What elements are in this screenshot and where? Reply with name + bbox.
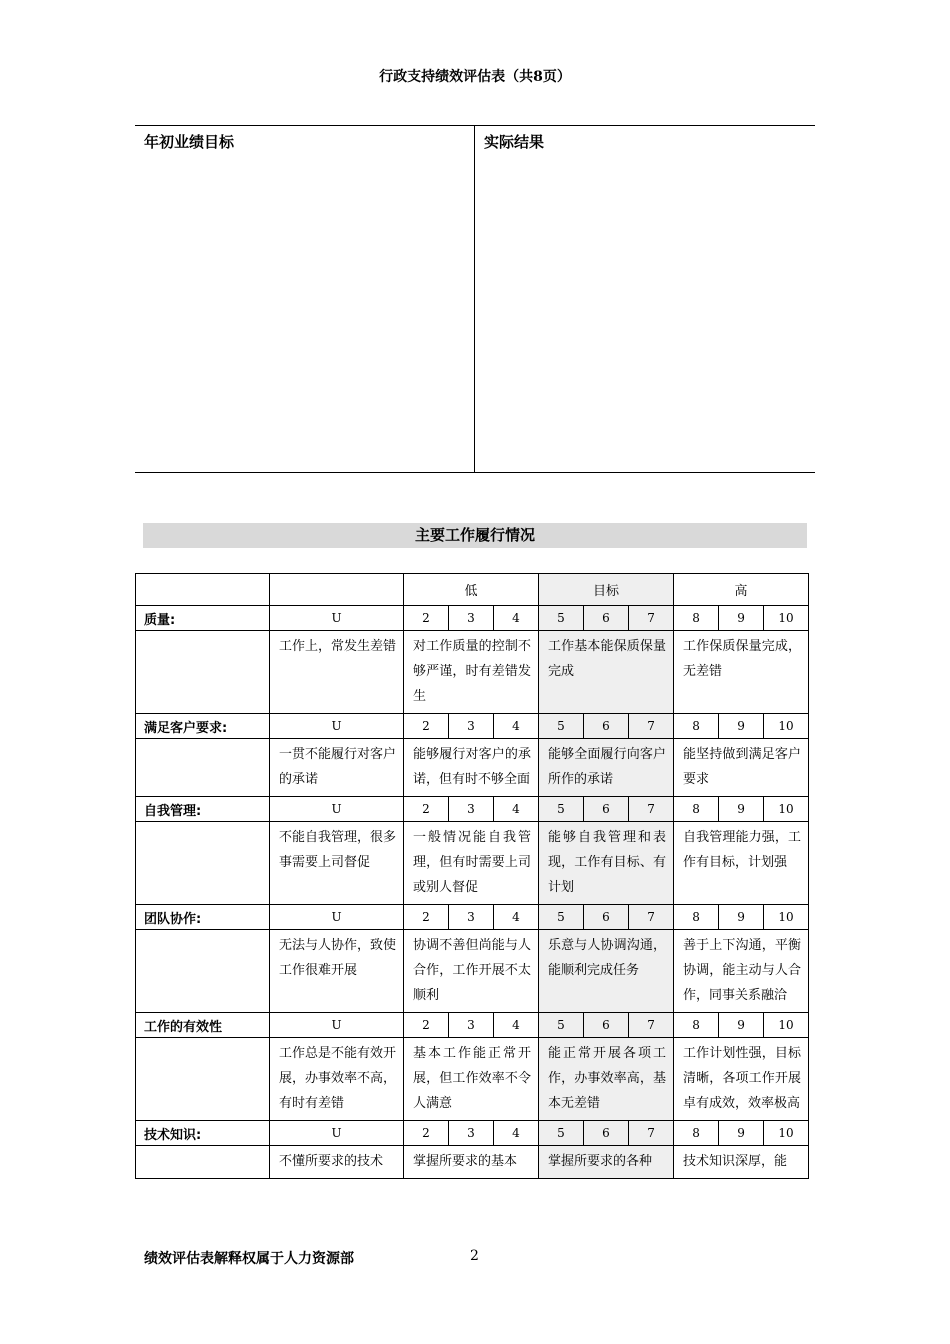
score-cell: 7	[629, 714, 674, 739]
score-cell: 10	[764, 905, 809, 930]
score-cell: 3	[449, 714, 494, 739]
score-cell: 2	[404, 1121, 449, 1146]
score-row	[136, 1121, 809, 1146]
score-cell: 5	[539, 1121, 584, 1146]
score-cell: 7	[629, 1121, 674, 1146]
level-description: 能够全面履行向客户所作的承诺	[539, 739, 674, 797]
score-row	[136, 905, 809, 930]
score-row	[136, 714, 809, 739]
criterion-name: 质量:	[136, 606, 270, 631]
criterion-name: 技术知识:	[136, 1121, 270, 1146]
description-row	[136, 930, 809, 1013]
level-description: 能坚持做到满足客户要求	[674, 739, 809, 797]
score-cell: U	[270, 905, 404, 930]
score-cell: 7	[629, 905, 674, 930]
score-cell: 4	[494, 905, 539, 930]
score-row	[136, 1013, 809, 1038]
level-description: 能够自我管理和表现，工作有目标、有计划	[539, 822, 674, 905]
score-cell: 9	[719, 1013, 764, 1038]
section-title: 主要工作履行情况	[143, 523, 807, 548]
score-cell: 6	[584, 1013, 629, 1038]
level-description: 善于上下沟通，平衡协调，能主动与人合作，同事关系融洽	[674, 930, 809, 1013]
score-cell: 8	[674, 1121, 719, 1146]
score-cell: 8	[674, 714, 719, 739]
page-number: 2	[470, 1248, 479, 1264]
level-description: 一贯不能履行对客户的承诺	[270, 739, 404, 797]
goals-divider	[474, 126, 475, 472]
score-cell: 6	[584, 905, 629, 930]
score-cell: 6	[584, 797, 629, 822]
level-description: 工作基本能保质保量完成	[539, 631, 674, 714]
level-description: 自我管理能力强，工作有目标，计划强	[674, 822, 809, 905]
level-description: 技术知识深厚，能	[674, 1146, 809, 1179]
score-cell: 9	[719, 905, 764, 930]
description-blank-cell	[136, 822, 270, 905]
level-description: 工作总是不能有效开展，办事效率不高，有时有差错	[270, 1038, 404, 1121]
score-cell: 6	[584, 714, 629, 739]
level-description: 一般情况能自我管理，但有时需要上司或别人督促	[404, 822, 539, 905]
score-cell: 2	[404, 1013, 449, 1038]
score-cell: 7	[629, 1013, 674, 1038]
criterion-name: 工作的有效性	[136, 1013, 270, 1038]
score-cell: 8	[674, 1013, 719, 1038]
level-description: 不能自我管理，很多事需要上司督促	[270, 822, 404, 905]
score-row	[136, 606, 809, 631]
score-cell: U	[270, 797, 404, 822]
goals-section	[135, 125, 815, 473]
score-cell: 4	[494, 714, 539, 739]
score-cell: 3	[449, 606, 494, 631]
description-row	[136, 1146, 809, 1179]
criterion-name: 自我管理:	[136, 797, 270, 822]
score-cell: 3	[449, 905, 494, 930]
score-cell: 6	[584, 606, 629, 631]
level-description: 基本工作能正常开展，但工作效率不令人满意	[404, 1038, 539, 1121]
score-cell: 2	[404, 905, 449, 930]
score-cell: 3	[449, 1013, 494, 1038]
level-description: 工作计划性强，目标清晰，各项工作开展卓有成效，效率极高	[674, 1038, 809, 1121]
score-cell: 3	[449, 1121, 494, 1146]
score-cell: 5	[539, 1013, 584, 1038]
score-cell: 9	[719, 1121, 764, 1146]
score-cell: 5	[539, 905, 584, 930]
header-blank-cell	[136, 574, 270, 606]
description-blank-cell	[136, 1146, 270, 1179]
score-cell: 4	[494, 606, 539, 631]
description-row	[136, 1038, 809, 1121]
level-description: 掌握所要求的基本	[404, 1146, 539, 1179]
level-description: 工作保质保量完成，无差错	[674, 631, 809, 714]
score-cell: 8	[674, 797, 719, 822]
score-cell: 7	[629, 606, 674, 631]
score-cell: 10	[764, 797, 809, 822]
score-cell: 10	[764, 1121, 809, 1146]
description-row	[136, 822, 809, 905]
description-blank-cell	[136, 1038, 270, 1121]
level-description: 工作上，常发生差错	[270, 631, 404, 714]
description-row	[136, 631, 809, 714]
score-cell: U	[270, 1013, 404, 1038]
level-header-row	[136, 574, 809, 606]
description-blank-cell	[136, 739, 270, 797]
annual-goals-label: 年初业绩目标	[144, 133, 235, 151]
level-description: 乐意与人协调沟通，能顺利完成任务	[539, 930, 674, 1013]
score-cell: 10	[764, 606, 809, 631]
score-row	[136, 797, 809, 822]
level-target: 目标	[539, 574, 674, 606]
score-cell: 5	[539, 606, 584, 631]
performance-rating-table	[135, 573, 809, 1179]
level-description: 能够履行对客户的承诺，但有时不够全面	[404, 739, 539, 797]
score-cell: 10	[764, 714, 809, 739]
score-cell: 7	[629, 797, 674, 822]
score-cell: 9	[719, 797, 764, 822]
score-cell: 5	[539, 714, 584, 739]
score-cell: 6	[584, 1121, 629, 1146]
score-cell: 9	[719, 714, 764, 739]
score-cell: 8	[674, 905, 719, 930]
level-description: 不懂所要求的技术	[270, 1146, 404, 1179]
page-header-title: 行政支持绩效评估表（共8页）	[379, 69, 571, 85]
score-cell: 4	[494, 1121, 539, 1146]
score-cell: U	[270, 606, 404, 631]
level-description: 对工作质量的控制不够严谨，时有差错发生	[404, 631, 539, 714]
header-blank-cell	[270, 574, 404, 606]
score-cell: U	[270, 1121, 404, 1146]
description-blank-cell	[136, 930, 270, 1013]
score-cell: 2	[404, 797, 449, 822]
score-cell: 8	[674, 606, 719, 631]
description-blank-cell	[136, 631, 270, 714]
level-description: 能正常开展各项工作，办事效率高，基本无差错	[539, 1038, 674, 1121]
score-cell: U	[270, 714, 404, 739]
level-description: 掌握所要求的各种	[539, 1146, 674, 1179]
level-description: 协调不善但尚能与人合作，工作开展不太顺利	[404, 930, 539, 1013]
level-description: 无法与人协作，致使工作很难开展	[270, 930, 404, 1013]
score-cell: 4	[494, 797, 539, 822]
criterion-name: 满足客户要求:	[136, 714, 270, 739]
score-cell: 9	[719, 606, 764, 631]
score-cell: 4	[494, 1013, 539, 1038]
score-cell: 2	[404, 714, 449, 739]
footer-note: 绩效评估表解释权属于人力资源部	[144, 1251, 354, 1267]
level-low: 低	[404, 574, 539, 606]
level-high: 高	[674, 574, 809, 606]
actual-results-label: 实际结果	[484, 133, 545, 151]
score-cell: 10	[764, 1013, 809, 1038]
criterion-name: 团队协作:	[136, 905, 270, 930]
score-cell: 2	[404, 606, 449, 631]
description-row	[136, 739, 809, 797]
score-cell: 5	[539, 797, 584, 822]
score-cell: 3	[449, 797, 494, 822]
